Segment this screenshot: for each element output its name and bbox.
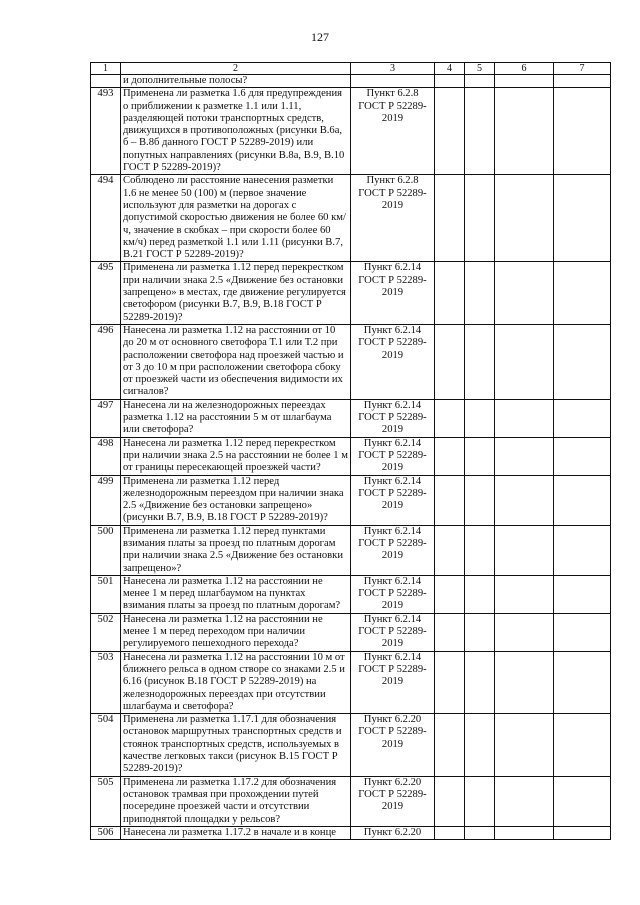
cell-blank	[435, 475, 465, 525]
header-col-5: 5	[465, 63, 495, 75]
cell-question: Нанесена ли разметка 1.12 на расстоянии не менее 1 м перед шлагбаумом на пунктах взимания платы за проезд по платным дорогам?	[121, 575, 351, 613]
cell-ref: Пункт 6.2.20 ГОСТ Р 52289-2019	[351, 776, 435, 826]
table-row	[91, 437, 611, 475]
cell-blank	[435, 525, 465, 575]
cell-ref: Пункт 6.2.8 ГОСТ Р 52289-2019	[351, 88, 435, 175]
cell-blank	[435, 613, 465, 651]
table-row	[91, 175, 611, 262]
cell-blank	[435, 75, 465, 88]
cell-blank	[495, 437, 554, 475]
cell-question: Нанесена ли на железнодорожных переездах разметка 1.12 на расстоянии 5 м от шлагбаума или светофора?	[121, 399, 351, 437]
cell-blank	[465, 75, 495, 88]
cell-blank	[554, 714, 611, 776]
cell-ref: Пункт 6.2.20 ГОСТ Р 52289-2019	[351, 714, 435, 776]
cell-blank	[495, 475, 554, 525]
cell-num: 504	[91, 714, 121, 776]
cell-ref: Пункт 6.2.14 ГОСТ Р 52289-2019	[351, 399, 435, 437]
cell-ref: Пункт 6.2.14 ГОСТ Р 52289-2019	[351, 651, 435, 713]
cell-ref: Пункт 6.2.14 ГОСТ Р 52289-2019	[351, 437, 435, 475]
cell-blank	[435, 324, 465, 399]
cell-blank	[435, 776, 465, 826]
cell-blank	[554, 437, 611, 475]
cell-blank	[495, 525, 554, 575]
checklist-table	[90, 62, 611, 840]
cell-question: Применена ли разметка 1.6 для предупреждения о приближении к разметке 1.1 или 1.11, разделяющей потоки транспортных средств, движущихся в противоположных (рисунки В.6а, б – В.8б данного ГОСТ Р 52289-2019) или попутных направлениях (рисунки В.8а, В.9, В.10 ГОСТ Р 52289-2019)?	[121, 88, 351, 175]
table-row	[91, 575, 611, 613]
cell-blank	[465, 475, 495, 525]
cell-blank	[495, 575, 554, 613]
cell-blank	[465, 175, 495, 262]
cell-blank	[465, 651, 495, 713]
cell-blank	[554, 651, 611, 713]
cell-blank	[435, 575, 465, 613]
cell-num: 493	[91, 88, 121, 175]
cell-blank	[554, 175, 611, 262]
cell-blank	[554, 575, 611, 613]
cell-ref: Пункт 6.2.14 ГОСТ Р 52289-2019	[351, 324, 435, 399]
table-row	[91, 399, 611, 437]
cell-blank	[435, 437, 465, 475]
cell-blank	[495, 613, 554, 651]
cell-ref: Пункт 6.2.20	[351, 826, 435, 839]
cell-blank	[435, 88, 465, 175]
cell-blank	[465, 826, 495, 839]
cell-blank	[465, 88, 495, 175]
cell-blank	[554, 262, 611, 324]
cell-question: Применена ли разметка 1.17.1 для обозначения остановок маршрутных транспортных средств и стоянок транспортных средств, используемых в качестве легковых такси (рисунок В.15 ГОСТ Р 52289-2019)?	[121, 714, 351, 776]
table-row	[91, 475, 611, 525]
table-row	[91, 324, 611, 399]
cell-blank	[495, 262, 554, 324]
cell-ref: Пункт 6.2.14 ГОСТ Р 52289-2019	[351, 575, 435, 613]
cell-blank	[435, 826, 465, 839]
table-row	[91, 826, 611, 839]
header-col-7: 7	[554, 63, 611, 75]
cell-num: 497	[91, 399, 121, 437]
cell-num: 494	[91, 175, 121, 262]
cell-num	[91, 75, 121, 88]
cell-question: Нанесена ли разметка 1.12 на расстоянии от 10 до 20 м от основного светофора Т.1 или Т.2 при расположении светофора над проезжей частью и от 3 до 10 м при расположении светофора сбоку от проезжей части из обеспечения видимости их сигналов?	[121, 324, 351, 399]
cell-question: Соблюдено ли расстояние нанесения разметки 1.6 не менее 50 (100) м (первое значение используют для разметки на дорогах с допустимой скоростью движения не более 60 км/ч, значение в скобках – при скорости более 60 км/ч) перед разметкой 1.1 или 1.11 (рисунки В.7, В.21 ГОСТ Р 52289-2019)?	[121, 175, 351, 262]
cell-blank	[435, 399, 465, 437]
cell-num: 498	[91, 437, 121, 475]
cell-blank	[465, 324, 495, 399]
cell-blank	[465, 776, 495, 826]
cell-ref	[351, 75, 435, 88]
table-row	[91, 776, 611, 826]
cell-blank	[554, 475, 611, 525]
table-row	[91, 262, 611, 324]
cell-blank	[495, 75, 554, 88]
cell-blank	[554, 613, 611, 651]
cell-question: Применена ли разметка 1.12 перед железнодорожным переездом при наличии знака 2.5 «Движение без остановки запрещено» (рисунки В.7, В.9, В.18 ГОСТ Р 52289-2019)?	[121, 475, 351, 525]
cell-question: Применена ли разметка 1.12 перед пунктами взимания платы за проезд по платным дорогам при наличии знака 2.5 «Движение без остановки запрещено»?	[121, 525, 351, 575]
cell-ref: Пункт 6.2.8 ГОСТ Р 52289-2019	[351, 175, 435, 262]
cell-ref: Пункт 6.2.14 ГОСТ Р 52289-2019	[351, 525, 435, 575]
cell-num: 501	[91, 575, 121, 613]
cell-blank	[495, 826, 554, 839]
table-row	[91, 88, 611, 175]
cell-blank	[554, 324, 611, 399]
cell-num: 499	[91, 475, 121, 525]
cell-blank	[554, 88, 611, 175]
cell-question: Нанесена ли разметка 1.12 на расстоянии не менее 1 м перед переходом при наличии регулируемого пешеходного перехода?	[121, 613, 351, 651]
cell-blank	[465, 525, 495, 575]
cell-question: Применена ли разметка 1.12 перед перекрестком при наличии знака 2.5 «Движение без остановки запрещено» в местах, где движение регулируется светофором (рисунки В.7, В.9, В.18 ГОСТ Р 52289-2019)?	[121, 262, 351, 324]
cell-blank	[435, 651, 465, 713]
cell-ref: Пункт 6.2.14 ГОСТ Р 52289-2019	[351, 262, 435, 324]
page-number: 127	[311, 30, 329, 44]
cell-question: Нанесена ли разметка 1.12 на расстоянии 10 м от ближнего рельса в одном створе со знаками 2.5 и 6.16 (рисунок В.18 ГОСТ Р 52289-2019) на железнодорожных переездах при отсутствии шлагбаума и светофора?	[121, 651, 351, 713]
cell-blank	[495, 88, 554, 175]
cell-num: 496	[91, 324, 121, 399]
cell-blank	[465, 613, 495, 651]
cell-blank	[435, 175, 465, 262]
cell-blank	[465, 714, 495, 776]
cell-blank	[495, 399, 554, 437]
cell-ref: Пункт 6.2.14 ГОСТ Р 52289-2019	[351, 475, 435, 525]
cell-blank	[495, 714, 554, 776]
cell-blank	[465, 399, 495, 437]
header-col-6: 6	[495, 63, 554, 75]
cell-blank	[554, 826, 611, 839]
cell-num: 495	[91, 262, 121, 324]
header-col-2: 2	[121, 63, 351, 75]
cell-blank	[495, 324, 554, 399]
cell-blank	[435, 714, 465, 776]
cell-ref: Пункт 6.2.14 ГОСТ Р 52289-2019	[351, 613, 435, 651]
header-col-1: 1	[91, 63, 121, 75]
cell-blank	[495, 651, 554, 713]
cell-blank	[554, 399, 611, 437]
table-row	[91, 525, 611, 575]
cell-blank	[465, 437, 495, 475]
cell-num: 500	[91, 525, 121, 575]
cell-num: 505	[91, 776, 121, 826]
cell-question: Применена ли разметка 1.17.2 для обозначения остановок трамвая при прохождении путей посередине проезжей части и отсутствии приподнятой площадки у рельсов?	[121, 776, 351, 826]
header-row	[91, 63, 611, 75]
cell-num: 506	[91, 826, 121, 839]
table-row-continuation	[91, 75, 611, 88]
cell-blank	[554, 776, 611, 826]
table-row	[91, 651, 611, 713]
table-row	[91, 714, 611, 776]
cell-question: Нанесена ли разметка 1.12 перед перекрестком при наличии знака 2.5 на расстоянии не более 1 м от границы пересекающей проезжей части?	[121, 437, 351, 475]
cell-blank	[465, 262, 495, 324]
cell-blank	[495, 776, 554, 826]
cell-num: 503	[91, 651, 121, 713]
cell-blank	[465, 575, 495, 613]
cell-blank	[554, 75, 611, 88]
cell-question: и дополнительные полосы?	[121, 75, 351, 88]
cell-blank	[495, 175, 554, 262]
cell-blank	[435, 262, 465, 324]
header-col-4: 4	[435, 63, 465, 75]
cell-blank	[554, 525, 611, 575]
cell-question: Нанесена ли разметка 1.17.2 в начале и в конце	[121, 826, 351, 839]
cell-num: 502	[91, 613, 121, 651]
table-row	[91, 613, 611, 651]
header-col-3: 3	[351, 63, 435, 75]
